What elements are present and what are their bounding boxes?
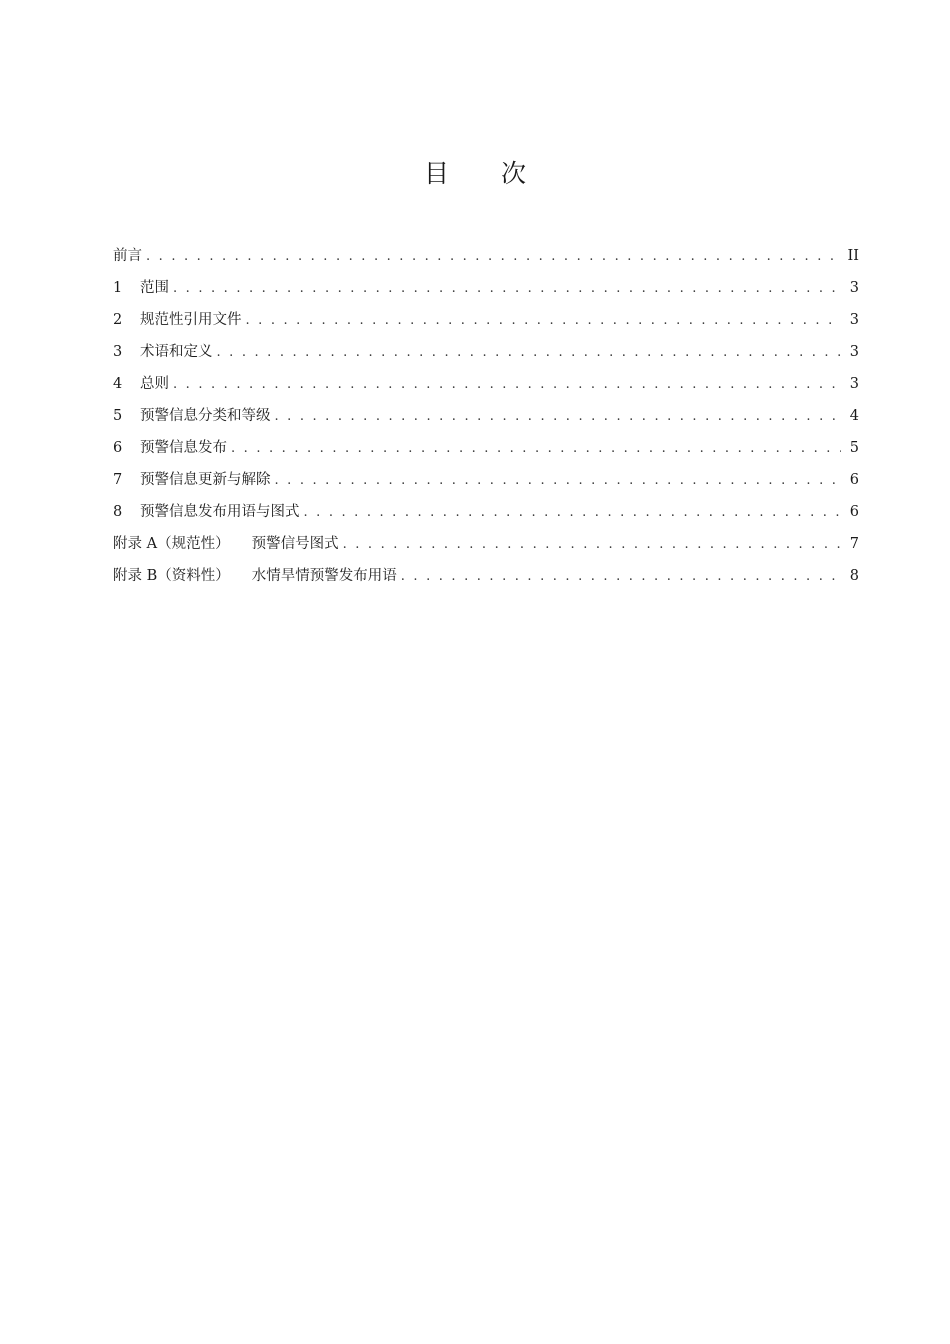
toc-appendix-head: 附录 B（资料性） — [113, 568, 230, 584]
toc-leader-dots — [275, 465, 842, 497]
toc-entry-label: 术语和定义 — [140, 344, 213, 360]
toc-leader-dots — [246, 305, 842, 337]
toc-leader-dots — [173, 273, 841, 305]
toc-entry-page: 6 — [849, 504, 859, 520]
toc-leader-dots — [231, 433, 841, 465]
toc-title — [0, 156, 950, 192]
toc-entry-page: 8 — [849, 568, 859, 584]
toc-entry-number: 7 — [113, 472, 123, 488]
toc-entry-label: 预警信息分类和等级 — [140, 408, 271, 424]
toc-leader-dots — [401, 561, 841, 593]
toc-entry-page: 3 — [849, 280, 859, 296]
toc-entry-3[interactable] — [113, 336, 859, 368]
toc-title-char-1: 目 — [423, 159, 449, 188]
toc-entry-label: 水情旱情预警发布用语 — [251, 568, 397, 584]
toc-leader-dots — [146, 241, 841, 273]
toc-entry-6[interactable] — [113, 432, 859, 464]
toc-leader-dots — [343, 529, 841, 561]
toc-leader-dots — [304, 497, 842, 529]
toc-entry-page: 6 — [849, 472, 859, 488]
toc-entry-label: 范围 — [140, 280, 169, 296]
toc-entry-number: 3 — [113, 344, 123, 360]
toc-entry-label: 预警信号图式 — [251, 536, 339, 552]
toc-entry-page: 4 — [849, 408, 859, 424]
toc-entry-label: 预警信息发布 — [140, 440, 227, 456]
toc-entry-2[interactable] — [113, 304, 859, 336]
toc-entry-label: 预警信息发布用语与图式 — [140, 504, 300, 520]
toc-title-char-2: 次 — [501, 159, 527, 188]
toc-leader-dots — [217, 337, 842, 369]
toc-entry-page: 5 — [849, 440, 859, 456]
toc-leader-dots — [275, 401, 842, 433]
toc-entry-foreword[interactable] — [113, 240, 859, 272]
toc-appendix-head: 附录 A（规范性） — [113, 536, 230, 552]
toc-entry-number: 2 — [113, 312, 123, 328]
toc-entry-page: II — [847, 248, 859, 264]
toc-entry-label: 总则 — [140, 376, 169, 392]
toc-entry-appendix-b[interactable] — [113, 560, 859, 592]
toc-entry-number: 4 — [113, 376, 123, 392]
toc-entry-4[interactable] — [113, 368, 859, 400]
toc-entry-number: 5 — [113, 408, 123, 424]
toc-entry-label: 规范性引用文件 — [140, 312, 242, 328]
toc-entry-label: 预警信息更新与解除 — [140, 472, 271, 488]
toc-entry-appendix-a[interactable] — [113, 528, 859, 560]
toc-entry-label: 前言 — [113, 248, 142, 264]
toc-entry-page: 3 — [849, 376, 859, 392]
toc-entry-8[interactable] — [113, 496, 859, 528]
toc-entry-7[interactable] — [113, 464, 859, 496]
toc-entry-number: 8 — [113, 504, 123, 520]
toc-entry-page: 7 — [849, 536, 859, 552]
toc-entry-5[interactable] — [113, 400, 859, 432]
toc-entry-number: 6 — [113, 440, 123, 456]
toc-entry-page: 3 — [849, 344, 859, 360]
toc-entry-number: 1 — [113, 280, 123, 296]
toc-entry-1[interactable] — [113, 272, 859, 304]
toc-leader-dots — [173, 369, 841, 401]
toc-list — [113, 240, 859, 592]
toc-entry-page: 3 — [849, 312, 859, 328]
